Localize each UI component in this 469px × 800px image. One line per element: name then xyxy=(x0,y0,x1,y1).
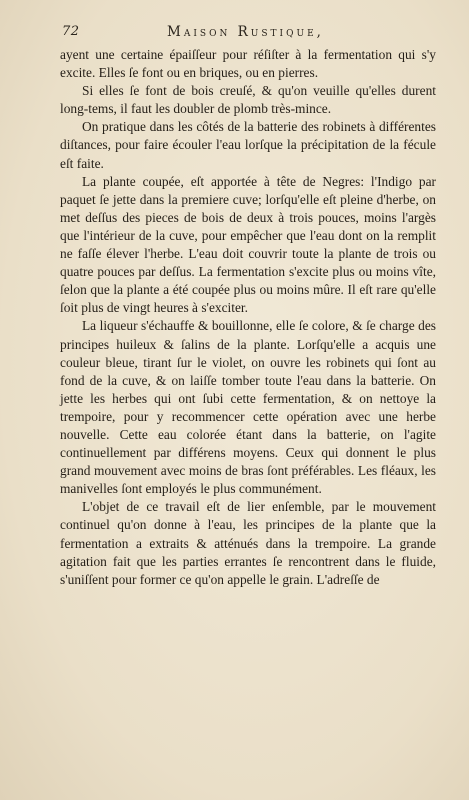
paragraph: Si elles ſe font de bois creuſé, & qu'on veuille qu'elles durent long-tems, il faut les doubler de plomb très-mince. xyxy=(60,83,436,117)
paragraph: On pratique dans les côtés de la batterie des robinets à différentes diſtances, pour faire écouler l'eau lorſque la précipitation de la fécule eſt faite. xyxy=(60,119,436,171)
running-title: Maison Rustique, xyxy=(167,24,324,40)
paragraph: La liqueur s'échauffe & bouillonne, elle ſe colore, & ſe charge des principes huileux & ſalins de la plante. Lorſqu'elle a acquis une couleur bleue, tirant ſur le violet, on ouvre les robinets qui ſont au fond de la cuve, & on laiſſe tomber toute l'eau dans la batterie. On jette les herbes qui ont ſubi cette fermentation, & on nettoye la trempoire, pour y recommencer cette opération avec une herbe nouvelle. Cette eau colorée étant dans la batterie, on l'agite continuellement par différens moyens. Ceux qui donnent le plus grand mouvement avec moins de bras ſont préférables. Les fléaux, les manivelles ſont employés le plus communément. xyxy=(60,318,436,497)
running-head xyxy=(62,24,429,42)
paragraph: La plante coupée, eſt apportée à tête de Negres: l'Indigo par paquet ſe jette dans la premiere cuve; lorſqu'elle eſt pleine d'herbe, on met deſſus des pieces de bois de deux à trois pouces, moins l'argès que l'intérieur de la cuve, pour empêcher que l'eau dont on la remplit ne faſſe élever l'herbe. L'eau doit couvrir toute la plante de trois ou quatre pouces par deſſus. La fermentation s'excite plus ou moins vîte, ſelon que la plante a été coupée plus ou moins mûre. Il eſt rare qu'elle ſoit plus de vingt heures à s'exciter. xyxy=(60,173,436,316)
paragraph: ayent une certaine épaiſſeur pour réſiſter à la fermentation qui s'y excite. Elles ſe font ou en briques, ou en pierres. xyxy=(60,47,436,81)
paragraph: L'objet de ce travail eſt de lier enſemble, par le mouvement continuel qu'on donne à l'eau, les principes de la plante que la fermentation a extraits & atténués dans la trempoire. La grande agitation fait que les parties errantes ſe rencontrent dans le fluide, s'uniſſent pour former ce qu'on appelle le grain. L'adreſſe de xyxy=(60,499,436,587)
body-text xyxy=(60,46,436,589)
page-number: 72 xyxy=(62,24,80,39)
